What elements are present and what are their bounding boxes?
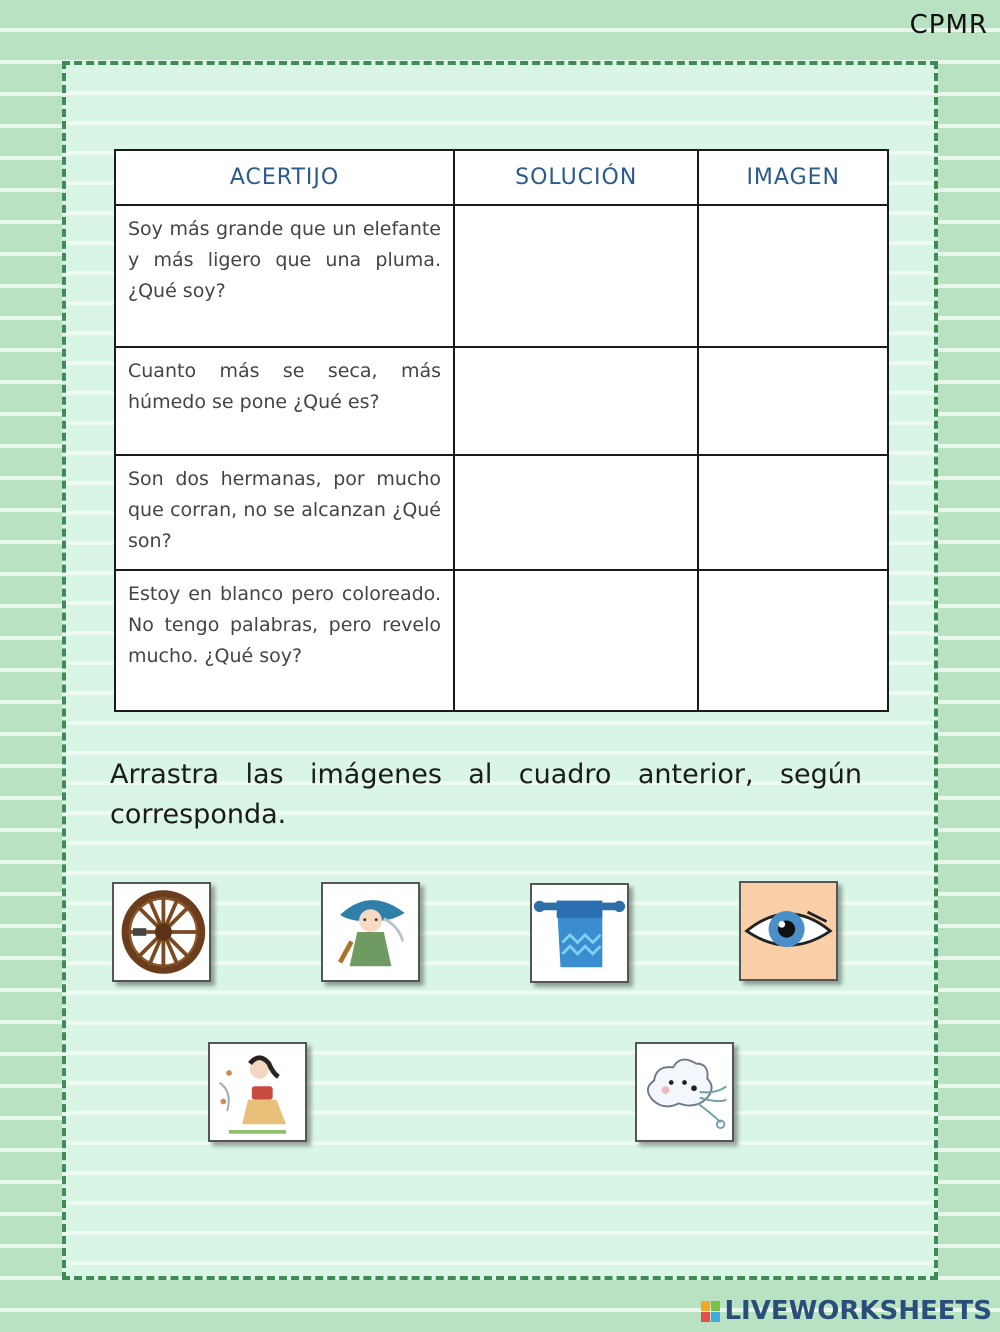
riddle-text: Soy más grande que un elefante y más ligero que una pluma. ¿Qué soy? xyxy=(115,205,454,347)
table-row xyxy=(115,455,888,570)
blowing-cloud-icon xyxy=(637,1044,732,1140)
table-row xyxy=(115,347,888,455)
worksheet-panel xyxy=(62,61,938,1280)
pirate-girl-icon xyxy=(323,884,418,980)
draggable-wheel-tile[interactable] xyxy=(112,882,211,982)
liveworksheets-logo xyxy=(701,1296,992,1326)
image-drop-cell[interactable] xyxy=(698,205,888,347)
solution-drop-cell[interactable] xyxy=(454,205,698,347)
draggable-pirate-girl-tile[interactable] xyxy=(321,882,420,982)
draggable-girl-in-wind-tile[interactable] xyxy=(208,1042,307,1142)
table-row xyxy=(115,570,888,711)
girl-in-wind-icon xyxy=(210,1044,305,1140)
table-header-row xyxy=(115,150,888,205)
solution-drop-cell[interactable] xyxy=(454,455,698,570)
instruction-text: Arrastra las imágenes al cuadro anterior, según corresponda. xyxy=(110,759,862,830)
draggable-towel-tile[interactable] xyxy=(530,883,629,983)
wooden-wheel-icon xyxy=(114,884,209,980)
column-header-image: IMAGEN xyxy=(698,150,888,205)
solution-drop-cell[interactable] xyxy=(454,347,698,455)
solution-drop-cell[interactable] xyxy=(454,570,698,711)
riddle-text: Estoy en blanco pero coloreado. No tengo palabras, pero revelo mucho. ¿Qué soy? xyxy=(115,570,454,711)
towel-icon xyxy=(532,885,627,981)
table-row xyxy=(115,205,888,347)
brand-name: LIVEWORKSHEETS xyxy=(724,1296,992,1326)
image-drop-cell[interactable] xyxy=(698,570,888,711)
draggable-blowing-cloud-tile[interactable] xyxy=(635,1042,734,1142)
draggable-eye-tile[interactable] xyxy=(739,881,838,981)
column-header-riddle: ACERTIJO xyxy=(115,150,454,205)
riddle-text: Son dos hermanas, por mucho que corran, no se alcanzan ¿Qué son? xyxy=(115,455,454,570)
author-stamp: CPMR xyxy=(909,10,988,40)
riddle-text: Cuanto más se seca, más húmedo se pone ¿Qué es? xyxy=(115,347,454,455)
image-drop-cell[interactable] xyxy=(698,455,888,570)
column-header-solution: SOLUCIÓN xyxy=(454,150,698,205)
image-drop-cell[interactable] xyxy=(698,347,888,455)
eye-icon xyxy=(741,883,836,979)
brand-squares-icon xyxy=(701,1301,720,1322)
riddles-table xyxy=(114,149,889,712)
